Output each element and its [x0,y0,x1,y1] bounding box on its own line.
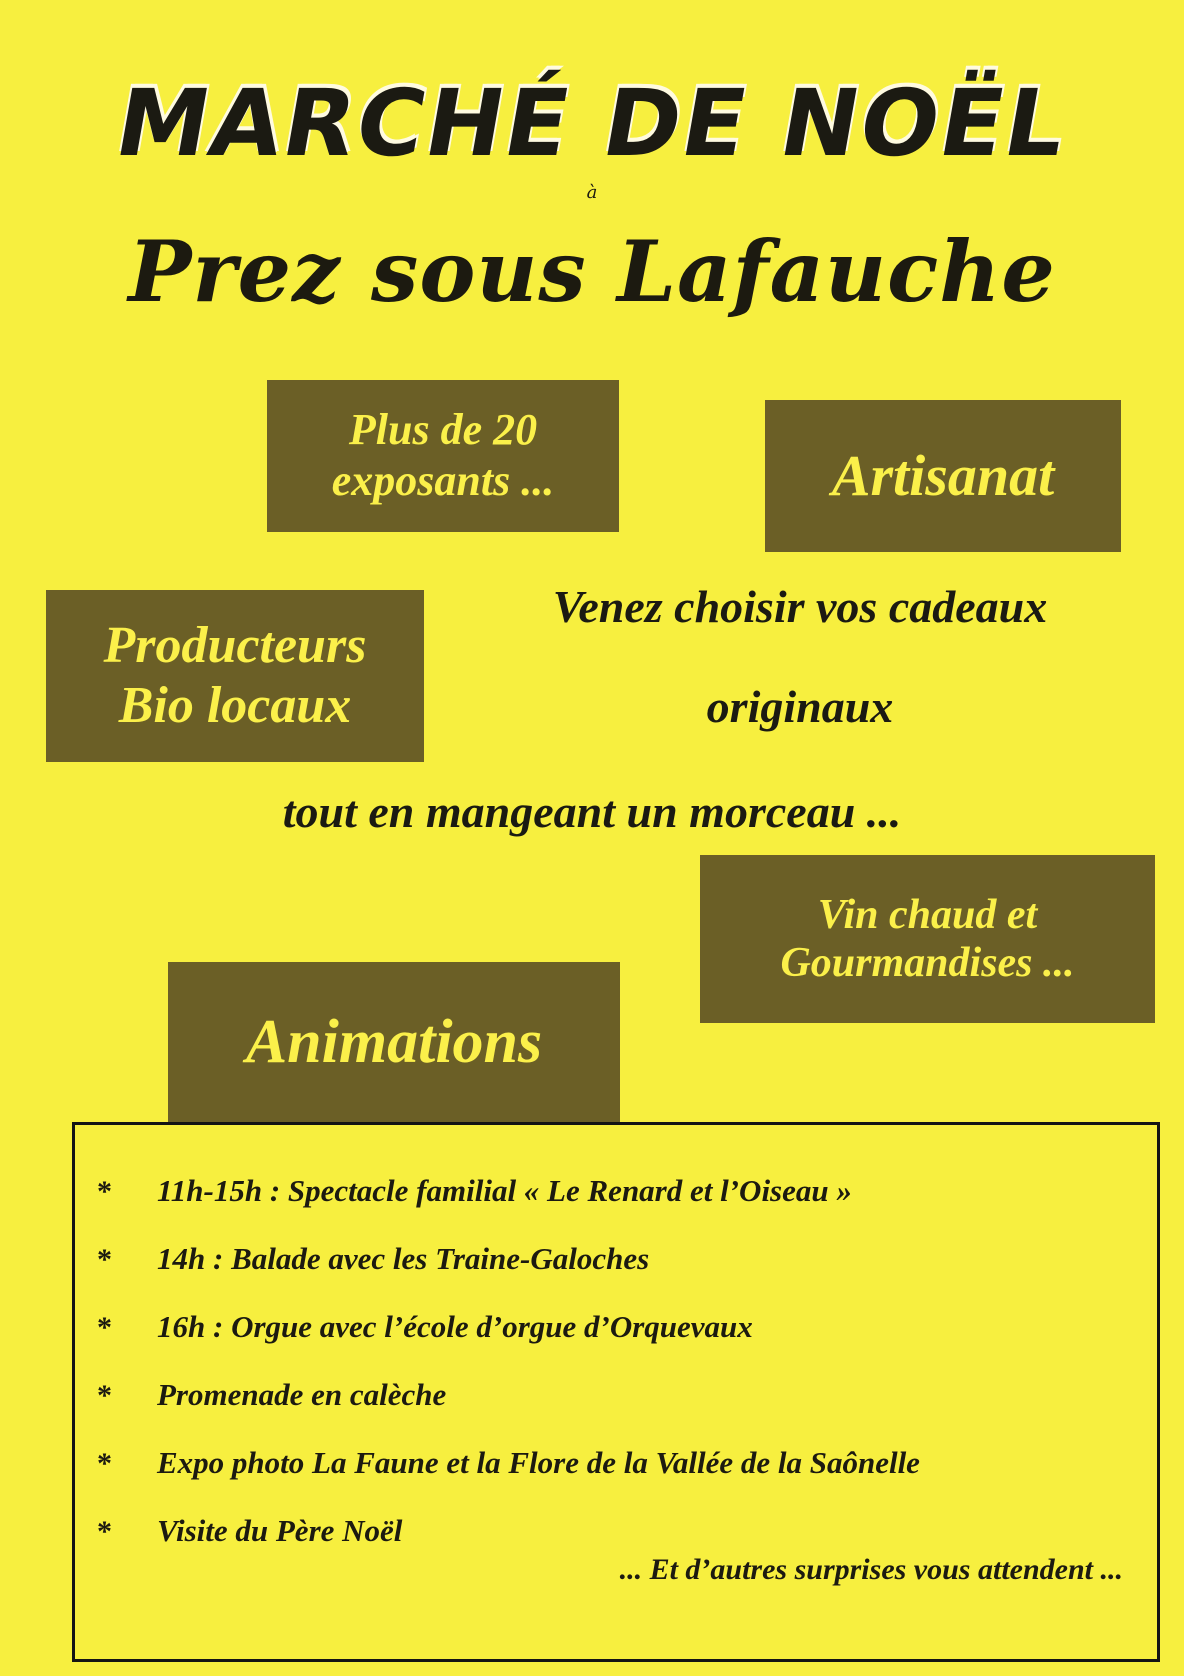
poster-title: MARCHÉ DE NOËL [108,70,1076,177]
bullet-star-icon: * [97,1243,112,1276]
program-item [97,1309,920,1377]
title-connector: à [586,182,598,203]
program-item-text: Promenade en calèche [157,1377,447,1412]
program-box [72,1122,1160,1662]
exposants-line-2: exposants ... [331,456,555,505]
program-item-text: Expo photo La Faune et la Flore de la Vallée de la Saônelle [157,1445,920,1480]
tagline-line-1: Venez choisir vos cadeaux [552,581,1048,632]
producteurs-line-2: Bio locaux [118,677,352,734]
tagline-line-3: tout en mangeant un morceau ... [282,786,902,837]
bullet-star-icon: * [97,1379,112,1412]
program-item-text: Visite du Père Noël [157,1513,403,1548]
program-item [97,1173,920,1241]
animations-box [168,962,620,1124]
vin-line-2: Gourmandises ... [780,940,1075,986]
artisanat-box [765,400,1121,552]
program-item-text: 16h : Orgue avec l’école d’orgue d’Orquevaux [157,1309,753,1344]
animations-label: Animations [245,1008,543,1077]
artisanat-label: Artisanat [831,442,1055,508]
vin-chaud-box [700,855,1155,1023]
exposants-box [267,380,619,532]
program-item [97,1241,920,1309]
program-item [97,1377,920,1445]
producteurs-line-1: Producteurs [103,617,367,675]
program-footer: ... Et d’autres surprises vous attendent ... [619,1553,1123,1586]
vin-line-1: Vin chaud et [817,891,1038,938]
exposants-line-1: Plus de 20 [348,405,538,455]
tagline-line-2: originaux [706,681,894,732]
program-item-text: 14h : Balade avec les Traine-Galoches [157,1241,650,1276]
program-list [97,1173,920,1581]
bullet-star-icon: * [97,1311,112,1344]
bullet-star-icon: * [97,1447,112,1480]
poster-subtitle: Prez sous Lafauche [128,222,1056,321]
producteurs-box [46,590,424,762]
bullet-star-icon: * [97,1515,112,1548]
program-item-text: 11h-15h : Spectacle familial « Le Renard et l’Oiseau » [157,1173,852,1208]
bullet-star-icon: * [97,1175,112,1208]
program-item [97,1445,920,1513]
